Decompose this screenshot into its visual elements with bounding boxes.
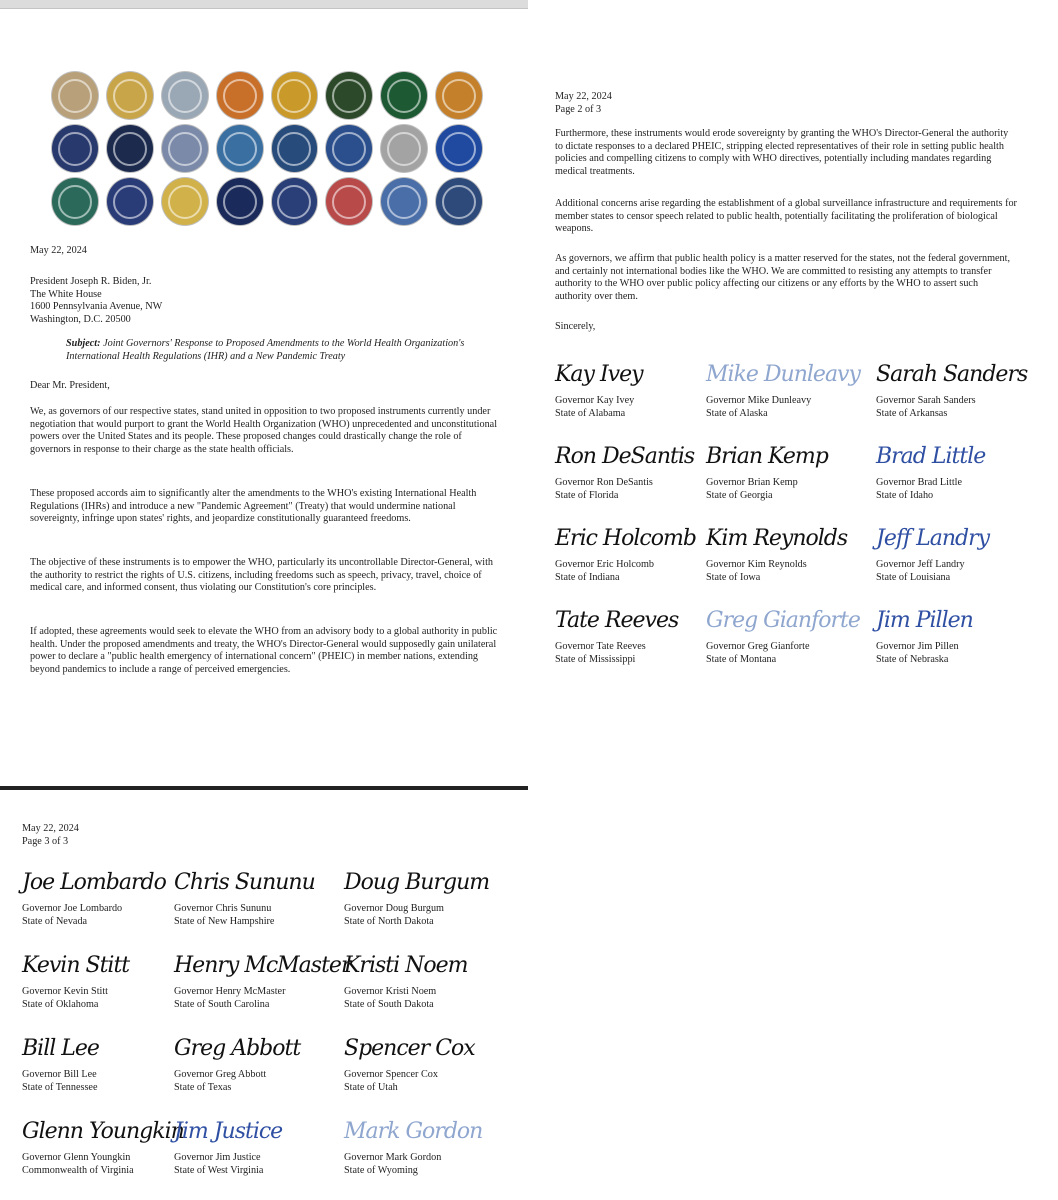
seal-emblem-icon [332, 185, 366, 219]
signer-block [555, 606, 730, 666]
signer-block [555, 442, 730, 502]
seal-emblem-icon [332, 132, 366, 166]
signer-name: Governor Jeff Landry [876, 559, 965, 570]
signer-block [174, 868, 349, 928]
address-line: Washington, D.C. 20500 [30, 313, 131, 325]
subject-text: Joint Governors' Response to Proposed Amendments to the World Health Organization's International Health Regulations (IHR) and a New Pandemic Treaty [66, 338, 465, 362]
signer-state: State of Mississippi [555, 654, 636, 665]
body-paragraph: As governors, we affirm that public health policy is a matter reserved for the states, not the federal government, and certainly not international bodies like the WHO. We are committed to resisting any attempts to transfer authority to the WHO over public policy affecting our citizens or any efforts by the WHO to assert such authority over them. [555, 253, 1010, 302]
signer-name: Governor Glenn Youngkin [22, 1152, 131, 1163]
signer-name: Governor Kristi Noem [344, 986, 437, 997]
signer-state: Commonwealth of Virginia [22, 1165, 134, 1176]
body-paragraph: Additional concerns arise regarding the establishment of a global surveillance infrastructure and requirements for member states to censor speech related to public health, potentially facilitating the proliferation of biological weapons. [555, 198, 1017, 235]
page-header [22, 823, 79, 848]
handwritten-signature: Doug Burgum [344, 870, 490, 895]
signer-name: Governor Brian Kemp [706, 477, 798, 488]
seal-emblem-icon [168, 79, 202, 113]
seal-emblem-icon [277, 185, 311, 219]
recipient-address [30, 276, 162, 326]
signer-block [555, 524, 730, 584]
signer-block [344, 1117, 519, 1177]
signer-name: Governor Sarah Sanders [876, 395, 976, 406]
signer-block [876, 442, 1051, 502]
signer-name: Governor Kim Reynolds [706, 559, 807, 570]
handwritten-signature: Kim Reynolds [706, 526, 848, 551]
state-seal-icon [52, 178, 98, 225]
state-seal-icon [217, 72, 263, 119]
address-line: The White House [30, 288, 102, 300]
state-seal-icon [217, 125, 263, 172]
handwritten-signature: Mike Dunleavy [706, 362, 860, 387]
signer-name: Governor Bill Lee [22, 1069, 97, 1080]
subject-label: Subject: [66, 338, 101, 349]
seal-emblem-icon [442, 132, 476, 166]
seal-emblem-icon [58, 185, 92, 219]
body-paragraph: If adopted, these agreements would seek to elevate the WHO from an advisory body to a global authority in public health. Under the proposed amendments and treaty, the WHO's Director-General would supposedly gain unilateral power to declare a "public health emergency of international concern" (PHEIC) in member nations, extending beyond pandemics to include a range of perceived emergencies. [30, 626, 498, 675]
salutation: Dear Mr. President, [30, 380, 110, 391]
page-date: May 22, 2024 [555, 91, 612, 102]
signer-name: Governor Mark Gordon [344, 1152, 442, 1163]
state-seal-icon [272, 178, 318, 225]
state-seal-icon [162, 72, 208, 119]
signer-state: State of Wyoming [344, 1165, 418, 1176]
signer-name: Governor Chris Sununu [174, 903, 272, 914]
handwritten-signature: Joe Lombardo [22, 870, 166, 895]
signer-name: Governor Greg Abbott [174, 1069, 267, 1080]
handwritten-signature: Kay Ivey [555, 362, 643, 387]
seal-emblem-icon [442, 185, 476, 219]
top-scroll-edge [0, 0, 528, 9]
signer-state: State of Louisiana [876, 572, 951, 583]
handwritten-signature: Sarah Sanders [876, 362, 1028, 387]
seal-emblem-icon [223, 132, 257, 166]
signer-name: Governor Henry McMaster [174, 986, 286, 997]
signer-block [22, 951, 197, 1011]
signer-block [706, 524, 881, 584]
handwritten-signature: Ron DeSantis [555, 444, 695, 469]
seal-emblem-icon [223, 79, 257, 113]
signer-state: State of Utah [344, 1082, 398, 1093]
signer-name: Governor Tate Reeves [555, 641, 646, 652]
signer-state: State of North Dakota [344, 916, 434, 927]
signer-block [22, 1117, 197, 1177]
signer-state: State of Nebraska [876, 654, 949, 665]
handwritten-signature: Kevin Stitt [22, 953, 130, 978]
letter-date: May 22, 2024 [30, 245, 87, 256]
seal-emblem-icon [168, 132, 202, 166]
signer-block [706, 606, 881, 666]
signer-name: Governor Greg Gianforte [706, 641, 810, 652]
signer-block [174, 1034, 349, 1094]
signer-state: State of Georgia [706, 490, 773, 501]
seal-emblem-icon [58, 132, 92, 166]
body-paragraph: These proposed accords aim to significantly alter the amendments to the WHO's existing International Health Regulations (IHRs) and introduce a new "Pandemic Agreement" (Treaty) that would undermine national sovereignty, infringe upon states' rights, and jeopardize constitutionally guaranteed freedoms. [30, 488, 477, 525]
state-seal-icon [52, 125, 98, 172]
signer-state: State of Idaho [876, 490, 934, 501]
handwritten-signature: Jeff Landry [876, 526, 990, 551]
signer-state: State of South Carolina [174, 999, 270, 1010]
handwritten-signature: Chris Sununu [174, 870, 315, 895]
seal-emblem-icon [387, 79, 421, 113]
signer-state: State of Arkansas [876, 408, 948, 419]
state-seal-icon [436, 72, 482, 119]
state-seal-icon [436, 125, 482, 172]
signer-block [344, 951, 519, 1011]
handwritten-signature: Glenn Youngkin [22, 1119, 184, 1144]
body-paragraph: We, as governors of our respective states, stand united in opposition to two proposed instruments currently under negotiation that would purport to grant the World Health Organization (WHO) unprecedented and unconstitutional powers over the United States and its people. These proposed changes could drastically change the role of governors in response to their charge as the state health officials. [30, 406, 498, 455]
signer-block [555, 360, 730, 420]
handwritten-signature: Jim Pillen [876, 608, 973, 633]
seal-emblem-icon [387, 132, 421, 166]
signer-block [174, 1117, 349, 1177]
state-seal-icon [107, 125, 153, 172]
signer-block [706, 442, 881, 502]
signer-name: Governor Ron DeSantis [555, 477, 653, 488]
signer-state: State of Alabama [555, 408, 626, 419]
signer-state: State of Florida [555, 490, 619, 501]
signer-state: State of West Virginia [174, 1165, 264, 1176]
handwritten-signature: Greg Gianforte [706, 608, 860, 633]
state-seals-banner [52, 72, 482, 231]
signer-block [22, 868, 197, 928]
signer-block [174, 951, 349, 1011]
state-seal-icon [272, 72, 318, 119]
signer-name: Governor Brad Little [876, 477, 963, 488]
closing: Sincerely, [555, 321, 596, 332]
signer-state: State of Montana [706, 654, 777, 665]
signer-state: State of New Hampshire [174, 916, 275, 927]
seal-emblem-icon [277, 132, 311, 166]
state-seal-icon [107, 178, 153, 225]
page-number: Page 3 of 3 [22, 835, 69, 847]
address-line: President Joseph R. Biden, Jr. [30, 276, 152, 287]
signer-block [876, 606, 1051, 666]
seal-emblem-icon [58, 79, 92, 113]
state-seal-icon [217, 178, 263, 225]
seal-emblem-icon [223, 185, 257, 219]
seal-row [52, 125, 482, 172]
seal-emblem-icon [277, 79, 311, 113]
signer-state: State of Alaska [706, 408, 768, 419]
signer-name: Governor Spencer Cox [344, 1069, 438, 1080]
state-seal-icon [162, 125, 208, 172]
page-date: May 22, 2024 [22, 823, 79, 834]
seal-emblem-icon [168, 185, 202, 219]
letter-subject [66, 338, 486, 363]
signer-state: State of Oklahoma [22, 999, 99, 1010]
handwritten-signature: Spencer Cox [344, 1036, 475, 1061]
signer-name: Governor Kay Ivey [555, 395, 635, 406]
handwritten-signature: Greg Abbott [174, 1036, 301, 1061]
signer-name: Governor Jim Pillen [876, 641, 959, 652]
seal-emblem-icon [113, 132, 147, 166]
signer-state: State of South Dakota [344, 999, 434, 1010]
signer-state: State of Iowa [706, 572, 761, 583]
signer-name: Governor Jim Justice [174, 1152, 261, 1163]
signer-name: Governor Mike Dunleavy [706, 395, 812, 406]
seal-emblem-icon [442, 79, 476, 113]
body-paragraph: Furthermore, these instruments would erode sovereignty by granting the WHO's Director-General the authority to dictate responses to a declared PHEIC, stripping elected representatives of their role in setting public health policies and compelling citizens to comply with WHO directives, potentially including mandates regarding medical treatments. [555, 128, 1009, 177]
signer-state: State of Tennessee [22, 1082, 98, 1093]
state-seal-icon [52, 72, 98, 119]
handwritten-signature: Kristi Noem [344, 953, 468, 978]
seal-emblem-icon [332, 79, 366, 113]
state-seal-icon [436, 178, 482, 225]
address-line: 1600 Pennsylvania Avenue, NW [30, 301, 163, 313]
seal-row [52, 178, 482, 225]
signer-name: Governor Eric Holcomb [555, 559, 655, 570]
seal-emblem-icon [113, 185, 147, 219]
state-seal-icon [326, 178, 372, 225]
handwritten-signature: Henry McMaster [174, 953, 351, 978]
signer-block [344, 1034, 519, 1094]
handwritten-signature: Eric Holcomb [555, 526, 696, 551]
signer-name: Governor Joe Lombardo [22, 903, 123, 914]
state-seal-icon [326, 125, 372, 172]
signer-block [344, 868, 519, 928]
signer-name: Governor Kevin Stitt [22, 986, 109, 997]
signer-state: State of Nevada [22, 916, 88, 927]
page-number: Page 2 of 3 [555, 103, 602, 115]
seal-row [52, 72, 482, 119]
state-seal-icon [381, 178, 427, 225]
seal-emblem-icon [387, 185, 421, 219]
handwritten-signature: Bill Lee [22, 1036, 99, 1061]
signer-block [706, 360, 881, 420]
signer-name: Governor Doug Burgum [344, 903, 444, 914]
signer-state: State of Texas [174, 1082, 232, 1093]
state-seal-icon [381, 125, 427, 172]
body-paragraph: The objective of these instruments is to empower the WHO, particularly its uncontrollable Director-General, with the authority to restrict the rights of U.S. citizens, including freedoms such as speech, privacy, travel, choice of medical care, and informed consent, thus violating our Constitution's core principles. [30, 557, 493, 594]
handwritten-signature: Brad Little [876, 444, 986, 469]
handwritten-signature: Tate Reeves [555, 608, 679, 633]
seal-emblem-icon [113, 79, 147, 113]
state-seal-icon [162, 178, 208, 225]
state-seal-icon [107, 72, 153, 119]
handwritten-signature: Jim Justice [174, 1119, 283, 1144]
signer-block [22, 1034, 197, 1094]
state-seal-icon [326, 72, 372, 119]
state-seal-icon [272, 125, 318, 172]
handwritten-signature: Mark Gordon [344, 1119, 483, 1144]
signer-block [876, 524, 1051, 584]
signer-block [876, 360, 1051, 420]
state-seal-icon [381, 72, 427, 119]
handwritten-signature: Brian Kemp [706, 444, 828, 469]
signer-state: State of Indiana [555, 572, 620, 583]
page-header [555, 91, 612, 116]
